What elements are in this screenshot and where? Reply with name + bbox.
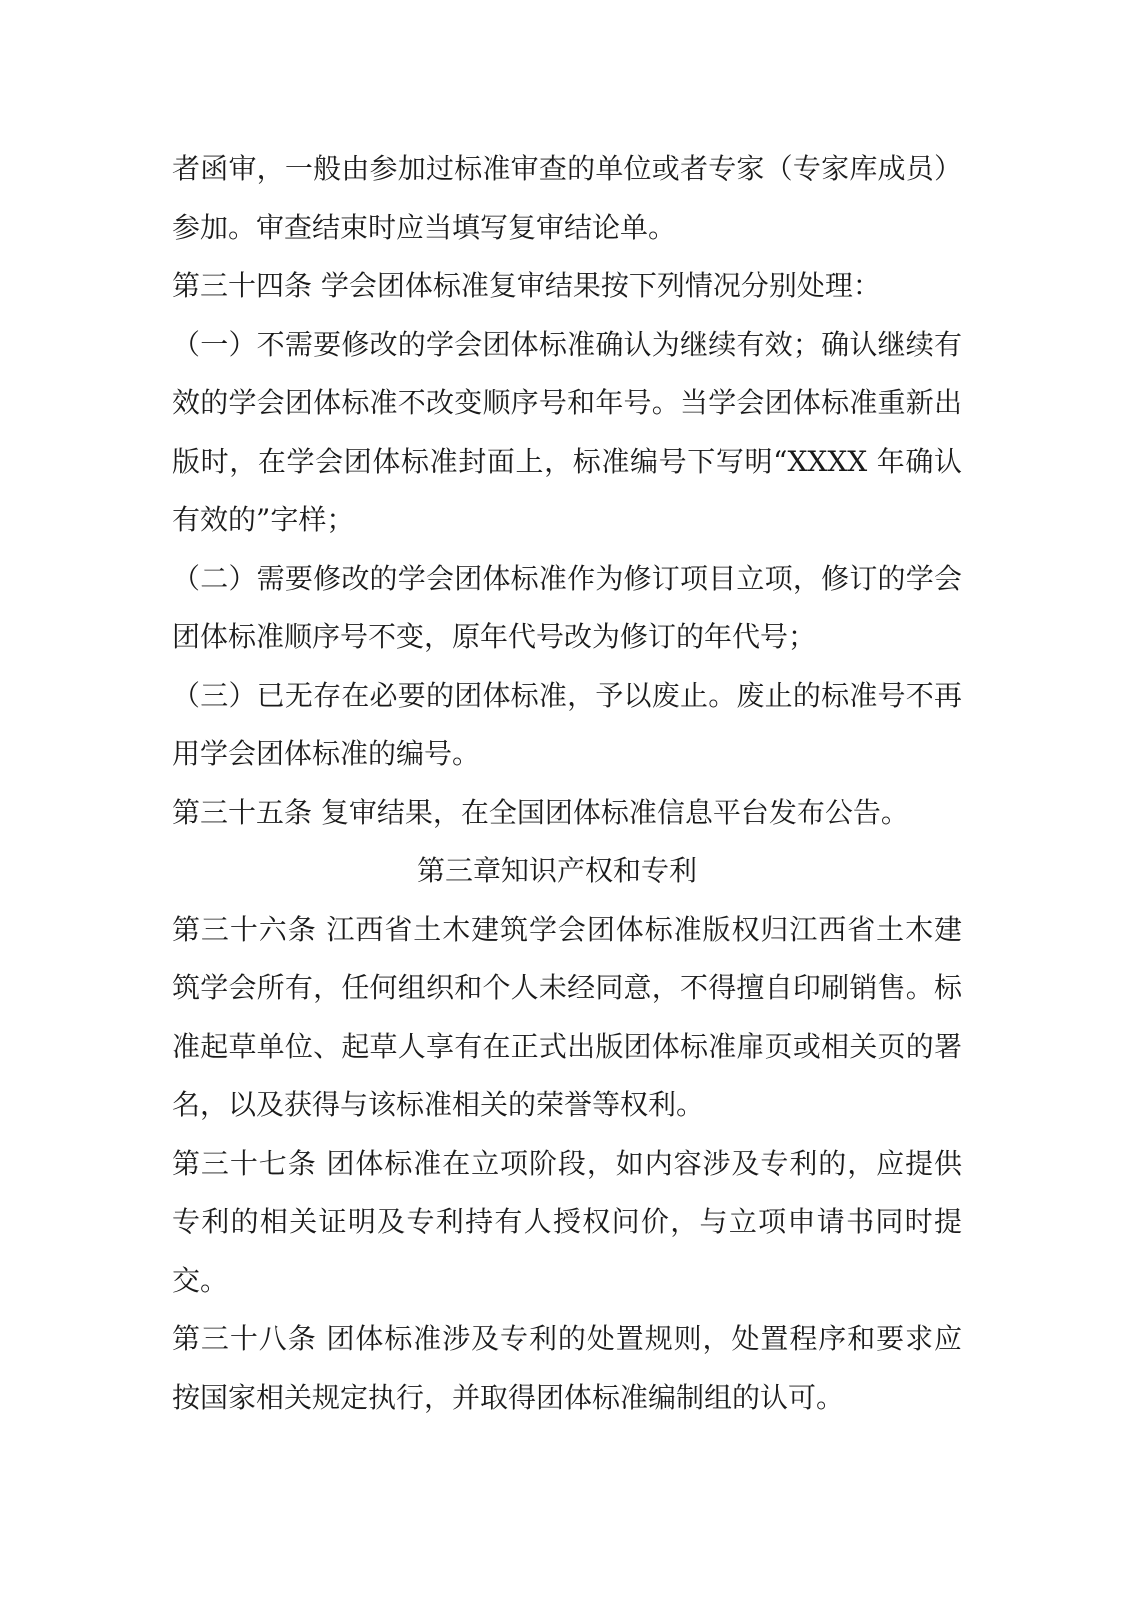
paragraph-line: 交。: [172, 1263, 229, 1297]
paragraph-line: 用学会团体标准的编号。: [172, 737, 481, 770]
paragraph-line: 名，以及获得与该标准相关的荣誉等权利。: [172, 1088, 705, 1121]
paragraph-line: （二）需要修改的学会团体标准作为修订项目立项，修订的学会: [172, 561, 962, 595]
paragraph-line: 第三十五条 复审结果，在全国团体标准信息平台发布公告。: [172, 795, 909, 829]
paragraph-line: 专利的相关证明及专利持有人授权问价，与立项申请书同时提: [172, 1205, 962, 1238]
paragraph-line: 者函审，一般由参加过标准审查的单位或者专家（专家库成员）: [172, 152, 962, 185]
paragraph-line: 筑学会所有，任何组织和个人未经同意，不得擅自印刷销售。标: [172, 971, 962, 1004]
paragraph-line: 准起草单位、起草人享有在正式出版团体标准扉页或相关页的署: [172, 1029, 962, 1063]
chapter-heading: 第三章知识产权和专利: [416, 854, 697, 887]
paragraph-line: 参加。审查结束时应当填写复审结论单。: [172, 210, 677, 244]
document-body: [172, 140, 962, 1427]
paragraph-line: 第三十八条 团体标准涉及专利的处置规则，处置程序和要求应: [172, 1322, 962, 1355]
paragraph-line: 按国家相关规定执行，并取得团体标准编制组的认可。: [172, 1380, 845, 1414]
document-page: [172, 140, 962, 1427]
paragraph-line: 有效的”字样；: [172, 503, 355, 536]
paragraph-line: 效的学会团体标准不改变顺序号和年号。当学会团体标准重新出: [172, 386, 962, 419]
paragraph-line: 第三十四条 学会团体标准复审结果按下列情况分别处理：: [172, 269, 881, 302]
paragraph-line: （一）不需要修改的学会团体标准确认为继续有效；确认继续有: [172, 327, 962, 361]
paragraph-line: 版时，在学会团体标准封面上，标准编号下写明“XXXX 年确认: [172, 444, 962, 478]
paragraph-line: （三）已无存在必要的团体标准，予以废止。废止的标准号不再: [172, 678, 962, 712]
paragraph-line: 第三十七条 团体标准在立项阶段，如内容涉及专利的，应提供: [172, 1146, 962, 1180]
paragraph-line: 团体标准顺序号不变，原年代号改为修订的年代号；: [172, 620, 817, 653]
paragraph-line: 第三十六条 江西省土木建筑学会团体标准版权归江西省土木建: [172, 912, 962, 946]
